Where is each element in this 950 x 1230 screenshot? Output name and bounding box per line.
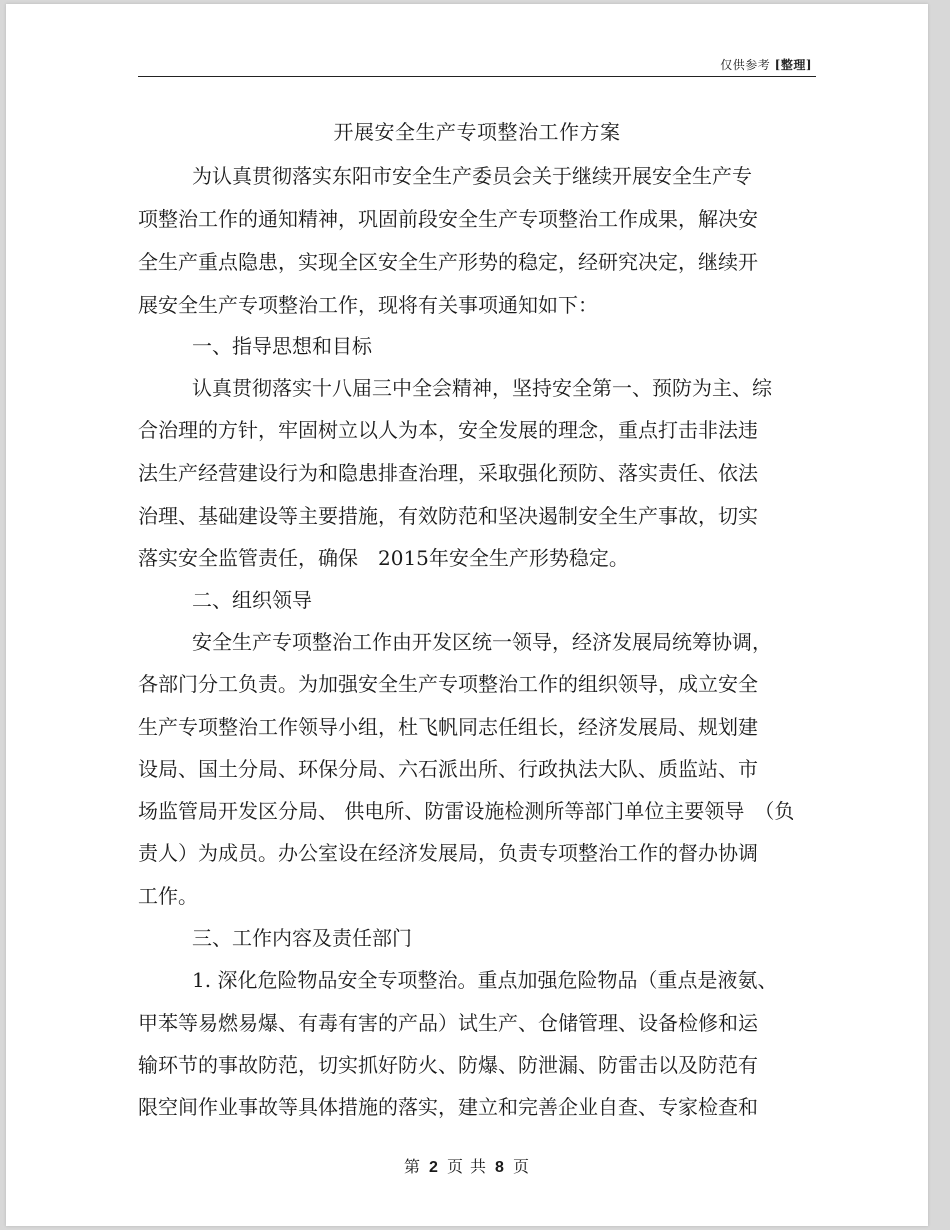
- body-line: 合治理的方针，牢固树立以人为本，安全发展的理念，重点打击非法违: [138, 418, 758, 442]
- body-line: 工作。: [138, 884, 198, 908]
- body-line: 项整治工作的通知精神，巩固前段安全生产专项整治工作成果，解决安: [138, 207, 758, 231]
- body-line: 落实安全监管责任，确保 2015年安全生产形势稳定。: [138, 546, 629, 570]
- body-line: 输环节的事故防范，切实抓好防火、防爆、防泄漏、防雷击以及防范有: [138, 1053, 758, 1077]
- body-line: 1. 深化危险物品安全专项整治。重点加强危险物品（重点是液氨、: [192, 968, 778, 992]
- body-line: 安全生产专项整治工作由开发区统一领导，经济发展局统筹协调，: [192, 630, 772, 654]
- body-line: 为认真贯彻落实东阳市安全生产委员会关于继续开展安全生产专: [192, 164, 752, 188]
- header-tag: [整理]: [774, 58, 812, 72]
- header-rule: [138, 76, 816, 77]
- current-page-number: 2: [429, 1159, 439, 1176]
- footer-prefix: 第: [404, 1157, 422, 1176]
- body-line: 全生产重点隐患，实现全区安全生产形势的稳定，经研究决定，继续开: [138, 250, 758, 274]
- section-heading: 二、组织领导: [192, 588, 312, 612]
- body-line: 限空间作业事故等具体措施的落实，建立和完善企业自查、专家检查和: [138, 1095, 758, 1119]
- header-note-text: 仅供参考: [720, 58, 771, 72]
- page-footer: [6, 1154, 928, 1177]
- body-line: 各部门分工负责。为加强安全生产专项整治工作的组织领导，成立安全: [138, 672, 758, 696]
- document-page: [6, 4, 928, 1226]
- footer-suffix: 页: [512, 1157, 530, 1176]
- body-line: 责人）为成员。办公室设在经济发展局，负责专项整治工作的督办协调: [138, 841, 758, 865]
- body-line: 治理、基础建设等主要措施，有效防范和坚决遏制安全生产事故，切实: [138, 504, 758, 528]
- body-line: 展安全生产专项整治工作，现将有关事项通知如下：: [138, 293, 598, 317]
- body-line: 法生产经营建设行为和隐患排查治理，采取强化预防、落实责任、依法: [138, 461, 758, 485]
- body-line: 设局、国土分局、环保分局、六石派出所、行政执法大队、质监站、市: [138, 757, 758, 781]
- body-line: 场监管局开发区分局、 供电所、防雷设施检测所等部门单位主要领导 （负: [138, 799, 795, 823]
- body-line: 生产专项整治工作领导小组，杜飞帆同志任组长，经济发展局、规划建: [138, 715, 758, 739]
- total-pages-number: 8: [495, 1159, 505, 1176]
- section-heading: 一、指导思想和目标: [192, 334, 372, 358]
- body-line: 甲苯等易燃易爆、有毒有害的产品）试生产、仓储管理、设备检修和运: [138, 1011, 758, 1035]
- section-heading: 三、工作内容及责任部门: [192, 926, 412, 950]
- header-note: [720, 56, 812, 73]
- footer-middle: 页 共: [446, 1157, 488, 1176]
- document-title: 开展安全生产专项整治工作方案: [333, 120, 621, 144]
- body-line: 认真贯彻落实十八届三中全会精神，坚持安全第一、预防为主、综: [192, 376, 772, 400]
